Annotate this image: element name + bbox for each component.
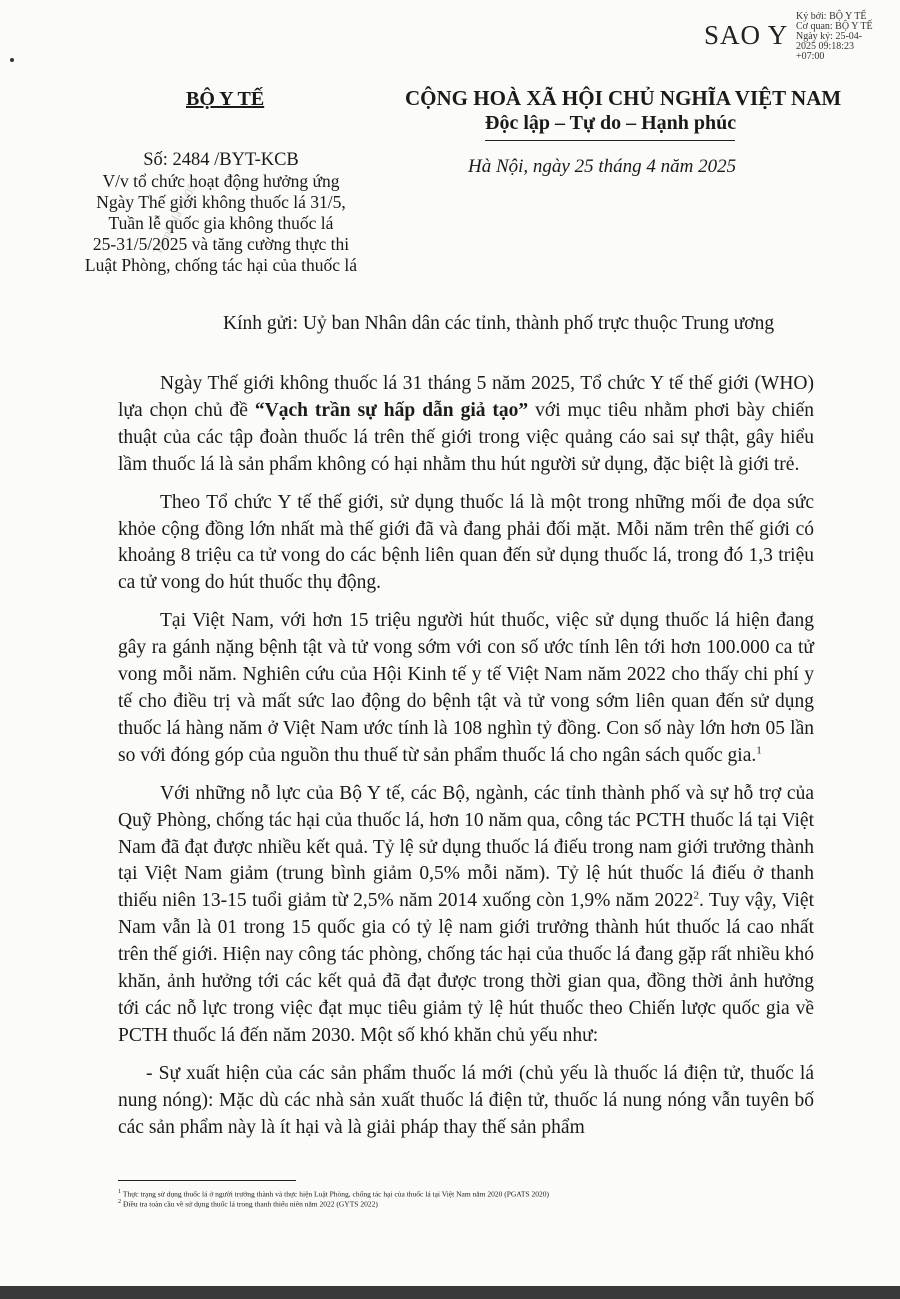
national-title: CỘNG HOÀ XÃ HỘI CHỦ NGHĨA VIỆT NAM [405,86,842,110]
subject-line: 25-31/5/2025 và tăng cường thực thi [92,234,350,254]
footnote-separator [118,1180,296,1181]
motto-underline [485,140,735,141]
watermark: Thanh Hà 14/05 [150,181,199,257]
footnote-ref[interactable]: 2 [693,889,700,902]
document-number: Số: 2484 /BYT-KCB [143,150,299,170]
digital-signature-info: Ký bởi: BỘ Y TẾ Cơ quan: BỘ Y TẾ Ngày ký: 25-04- 2025 09:18:23 +07:00 [796,11,873,62]
footnote-ref[interactable]: 1 [756,744,762,757]
subject-line: V/v tổ chức hoạt động hưởng ứng [102,171,340,191]
subject-line: Luật Phòng, chống tác hại của thuốc lá [84,255,358,275]
paragraph: Tại Việt Nam, với hơn 15 triệu người hút thuốc, việc sử dụng thuốc lá hiện đang gây ra gánh nặng bệnh tật và tử vong sớm với con số ước tính lên tới hơn 100.000 ca tử vong mỗi năm. Nghiên cứu của Hội Kinh tế y tế Việt Nam năm 2022 cho thấy chi phí y tế cho điều trị và mất sức lao động do bệnh tật và tử vong sớm liên quan đến sử dụng thuốc lá hàng năm ở Việt Nam ước tính là 108 nghìn tỷ đồng. Con số này lớn hơn 05 lần so với đóng góp của nguồn thu thuế từ sản phẩm thuốc lá cho ngân sách quốc gia.$^1$ [118,610,814,766]
scan-speck [10,58,14,62]
campaign-theme: “Vạch trần sự hấp dẫn giả tạo” [254,399,529,421]
subject-line: Ngày Thế giới không thuốc lá 31/5, [96,192,346,212]
subject-line: Tuần lễ quốc gia không thuốc lá [108,213,334,233]
letter-body [118,371,814,1141]
paragraph: Theo Tổ chức Y tế thế giới, sử dụng thuốc lá là một trong những mối đe dọa sức khỏe cộng đồng lớn nhất mà thế giới đã và đang phải đối mặt. Mỗi năm trên thế giới có khoảng 8 triệu ca tử vong do các bệnh liên quan đến sử dụng thuốc lá, trong đó 1,3 triệu ca tử vong do hút thuốc thụ động. [118,491,814,594]
document-reference [56,150,386,276]
recipient-line: Kính gửi: Uỷ ban Nhân dân các tỉnh, thành phố trực thuộc Trung ương [223,313,775,334]
paragraph: Với những nỗ lực của Bộ Y tế, các Bộ, ngành, các tỉnh thành phố và sự hỗ trợ của Quỹ Phòng, chống tác hại của thuốc lá, hơn 10 năm qua, công tác PCTH thuốc lá tại Việt Nam đã đạt được nhiều kết quả. Tỷ lệ sử dụng thuốc lá điếu trong nam giới trưởng thành tại Việt Nam giảm (trung bình giảm 0,5% mỗi năm). Tỷ lệ hút thuốc lá điếu ở thanh thiếu niên 13-15 tuổi giảm từ 2,5% năm 2014 xuống còn 1,9% năm 2022$^2$. Tuy vậy, Việt Nam vẫn là 01 trong 15 quốc gia có tỷ lệ nam giới trưởng thành hút thuốc lá cao nhất trên thế giới. Hiện nay công tác phòng, chống tác hại của thuốc lá đang gặp rất nhiều khó khăn, ảnh hưởng tới các kết quả đã đạt được trong thời gian qua, đồng thời ảnh hưởng tới các nỗ lực trong việc đạt mục tiêu giảm tỷ lệ hút thuốc theo Chiến lược quốc gia về PCTH thuốc lá đến năm 2030. Một số khó khăn chủ yếu như: [118,782,814,1046]
paragraph: Ngày Thế giới không thuốc lá 31 tháng 5 năm 2025, Tổ chức Y tế thế giới (WHO) lựa chọn chủ đề “Vạch trần sự hấp dẫn giả tạo” với mục tiêu nhằm phơi bày chiến thuật của các tập đoàn thuốc lá trên thế giới trong việc quảng cáo sai sự thật, gây hiểu lầm thuốc lá là sản phẩm không có hại nhằm thu hút người sử dụng, đặc biệt là giới trẻ. [118,373,814,475]
national-motto: Độc lập – Tự do – Hạnh phúc [485,112,737,134]
footnote: $^1$ Thực trạng sử dụng thuốc lá ở người trưởng thành và thực hiện Luật Phòng, chống tác hại của thuốc lá tại Việt Nam năm 2020 (PGATS 2020) [118,1188,550,1199]
footnote: $^2$ Điều tra toàn cầu về sử dụng thuốc lá trong thanh thiếu niên năm 2022 (GYTS 2022) [118,1198,378,1209]
copy-stamp: SAO Y [704,20,789,50]
issue-date: Hà Nội, ngày 25 tháng 4 năm 2025 [468,156,737,177]
issuing-agency: BỘ Y TẾ [186,88,265,110]
scan-border [0,1286,900,1299]
paragraph: - Sự xuất hiện của các sản phẩm thuốc lá mới (chủ yếu là thuốc lá điện tử, thuốc lá nung nóng): Mặc dù các nhà sản xuất thuốc lá điện tử, thuốc lá nung nóng vẫn tuyên bố các sản phẩm này là ít hại và là giải pháp thay thế sản phẩm [118,1062,814,1138]
